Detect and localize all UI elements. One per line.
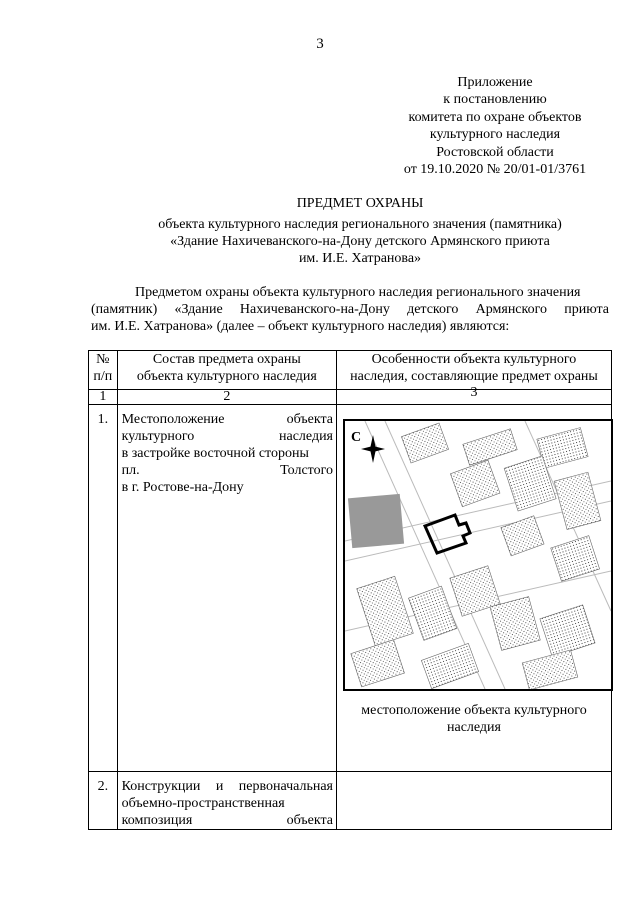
page-number: 3 xyxy=(316,36,324,52)
document-title xyxy=(80,195,640,267)
header-text: наследия, составляющие предмет охраны xyxy=(350,369,598,384)
row-number: 1. xyxy=(89,405,118,772)
table-row xyxy=(89,405,612,772)
map-caption xyxy=(337,702,611,736)
header-text: Состав предмета охраны xyxy=(152,352,301,367)
protection-subject-table xyxy=(88,350,612,830)
square-block xyxy=(348,494,404,548)
intro-paragraph xyxy=(91,284,609,336)
intro-line: Предметом охраны объекта культурного наследия регионального значения xyxy=(135,285,581,300)
appendix-line: культурного наследия xyxy=(429,127,561,143)
description-line: в застройке восточной стороны xyxy=(121,446,309,461)
appendix-block xyxy=(385,74,605,178)
appendix-line: Ростовской области xyxy=(436,144,554,160)
appendix-line: Приложение xyxy=(457,75,533,90)
caption-line: местоположение объекта культурного xyxy=(361,703,587,718)
title-line: объекта культурного наследия регионального значения (памятника) xyxy=(158,217,562,232)
header-cell-features xyxy=(337,351,612,390)
column-number-text: 3 xyxy=(470,385,478,400)
header-cell-composition xyxy=(117,351,336,390)
header-text: п/п xyxy=(93,369,113,384)
description-line: композиция объекта xyxy=(121,813,333,828)
location-map-cell xyxy=(337,405,612,772)
map-buildings xyxy=(351,423,601,689)
table-row xyxy=(89,772,612,830)
location-map xyxy=(343,419,613,691)
caption-line: наследия xyxy=(447,720,501,735)
header-text: объекта культурного наследия xyxy=(136,369,317,384)
appendix-line: комитета по охране объектов xyxy=(408,109,582,125)
title-line: им. И.Е. Хатранова» xyxy=(298,251,422,266)
intro-line: им. И.Е. Хатранова» (далее – объект культурного наследия) являются: xyxy=(91,319,510,335)
row-description xyxy=(117,405,336,772)
row-description xyxy=(117,772,336,830)
appendix-line: к постановлению xyxy=(443,92,547,108)
description-line: объемно-пространственная xyxy=(121,796,285,811)
description-line: пл. Толстого xyxy=(121,463,333,478)
header-text: Особенности объекта культурного xyxy=(371,352,577,367)
header-text: № xyxy=(96,352,110,367)
title-heading: ПРЕДМЕТ ОХРАНЫ xyxy=(296,196,424,211)
column-number xyxy=(337,385,612,405)
header-cell-number xyxy=(89,351,118,390)
title-line: «Здание Нахичеванского-на-Дону детского Армянского приюта xyxy=(170,234,550,249)
intro-line: (памятник) «Здание Нахичеванского-на-Дону детского Армянского приюта xyxy=(91,302,609,318)
column-number-row xyxy=(89,390,612,405)
row-features xyxy=(337,772,612,830)
description-line: в г. Ростове-на-Дону xyxy=(121,480,244,495)
column-number: 2 xyxy=(117,390,336,405)
north-arrow-icon xyxy=(351,430,385,463)
description-line: Конструкции и первоначальная xyxy=(121,779,333,794)
north-label: С xyxy=(351,430,362,445)
column-number: 1 xyxy=(89,390,118,405)
description-line: Местоположение объекта xyxy=(121,412,333,427)
row-number: 2. xyxy=(89,772,118,830)
table-header-row xyxy=(89,351,612,390)
location-map-image xyxy=(345,421,611,689)
appendix-line: от 19.10.2020 № 20/01-01/3761 xyxy=(403,162,587,178)
description-line: культурного наследия xyxy=(121,429,333,444)
